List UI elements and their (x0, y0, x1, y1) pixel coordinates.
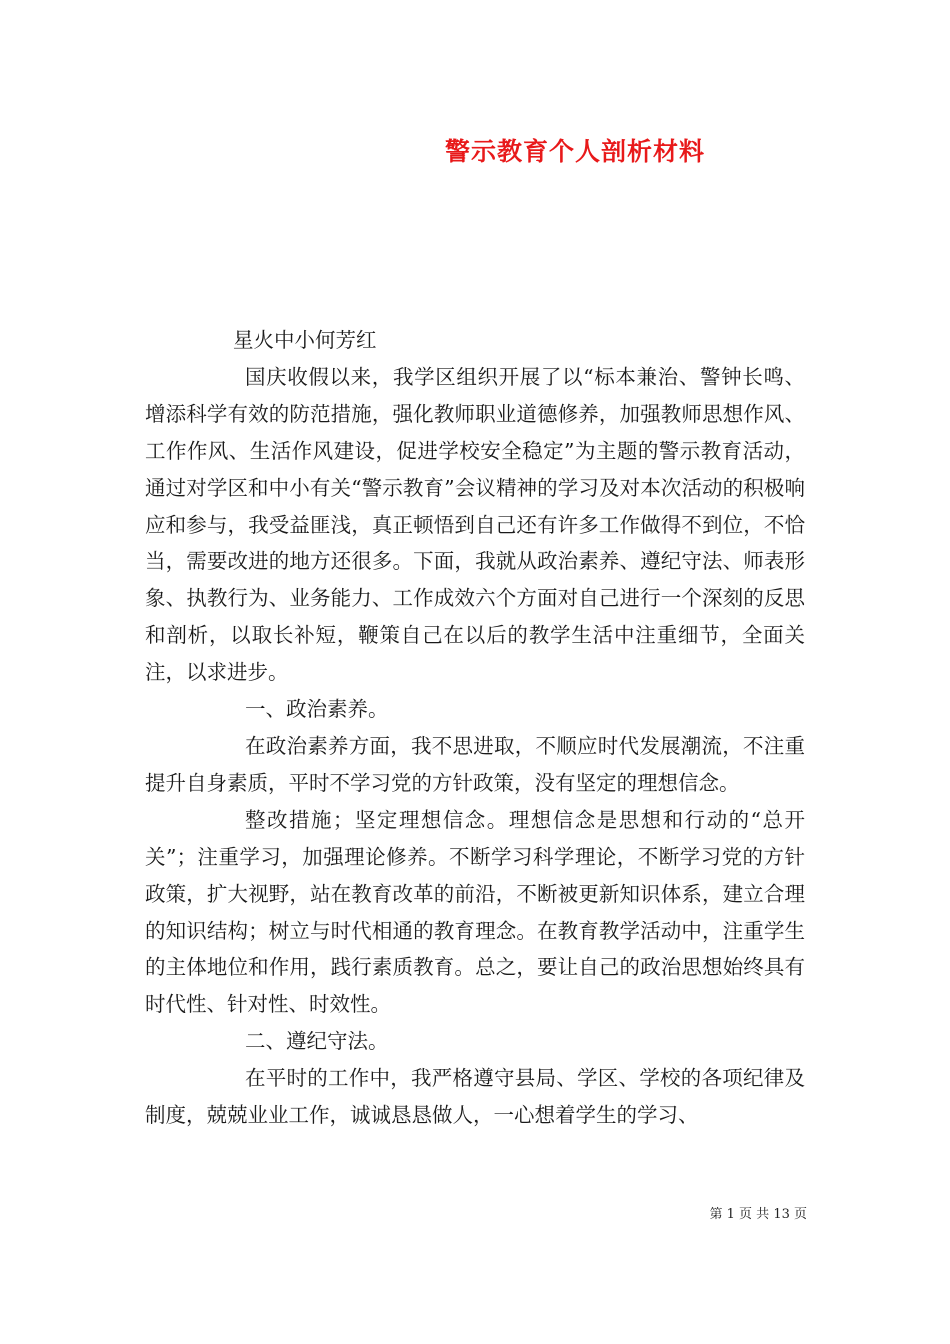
author-line: 星火中小何芳红 (233, 328, 377, 352)
paragraph-discipline: 在平时的工作中，我严格遵守县局、学区、学校的各项纪律及制度，兢兢业业工作，诚诚恳恳做人，一心想着学生的学习、 (145, 1066, 805, 1128)
paragraph-political: 在政治素养方面，我不思进取，不顺应时代发展潮流，不注重提升自身素质，平时不学习党的方针政策，没有坚定的理想信念。 (145, 733, 805, 795)
paragraph-intro: 国庆收假以来，我学区组织开展了以“标本兼治、警钟长鸣、增添科学有效的防范措施，强化教师职业道德修养，加强教师思想作风、工作作风、生活作风建设，促进学校安全稳定”为主题的警示教育活动，通过对学区和中小有关“警示教育”会议精神的学习及对本次活动的积极响应和参与，我受益匪浅，真正顿悟到自己还有许多工作做得不到位，不恰当，需要改进的地方还很多。下面，我就从政治素养、遵纪守法、师表形象、执教行为、业务能力、工作成效六个方面对自己进行一个深刻的反思和剖析，以取长补短，鞭策自己在以后的教学生活中注重细节，全面关注，以求进步。 (145, 364, 805, 685)
page-number-footer: 第 1 页 共 13 页 (709, 1207, 807, 1222)
section-heading-political: 一、政治素养。 (245, 697, 389, 722)
paragraph-rectification: 整改措施；坚定理想信念。理想信念是思想和行动的“总开关”；注重学习，加强理论修养。不断学习科学理论，不断学习党的方针政策，扩大视野，站在教育改革的前沿，不断被更新知识体系，建立合理的知识结构；树立与时代相通的教育理念。在教育教学活动中，注重学生的主体地位和作用，践行素质教育。总之，要让自己的政治思想始终具有时代性、针对性、时效性。 (145, 807, 805, 1017)
document-title: 警示教育个人剖析材料 (444, 137, 705, 166)
section-heading-discipline: 二、遵纪守法。 (245, 1029, 389, 1054)
document-body (145, 322, 805, 1134)
